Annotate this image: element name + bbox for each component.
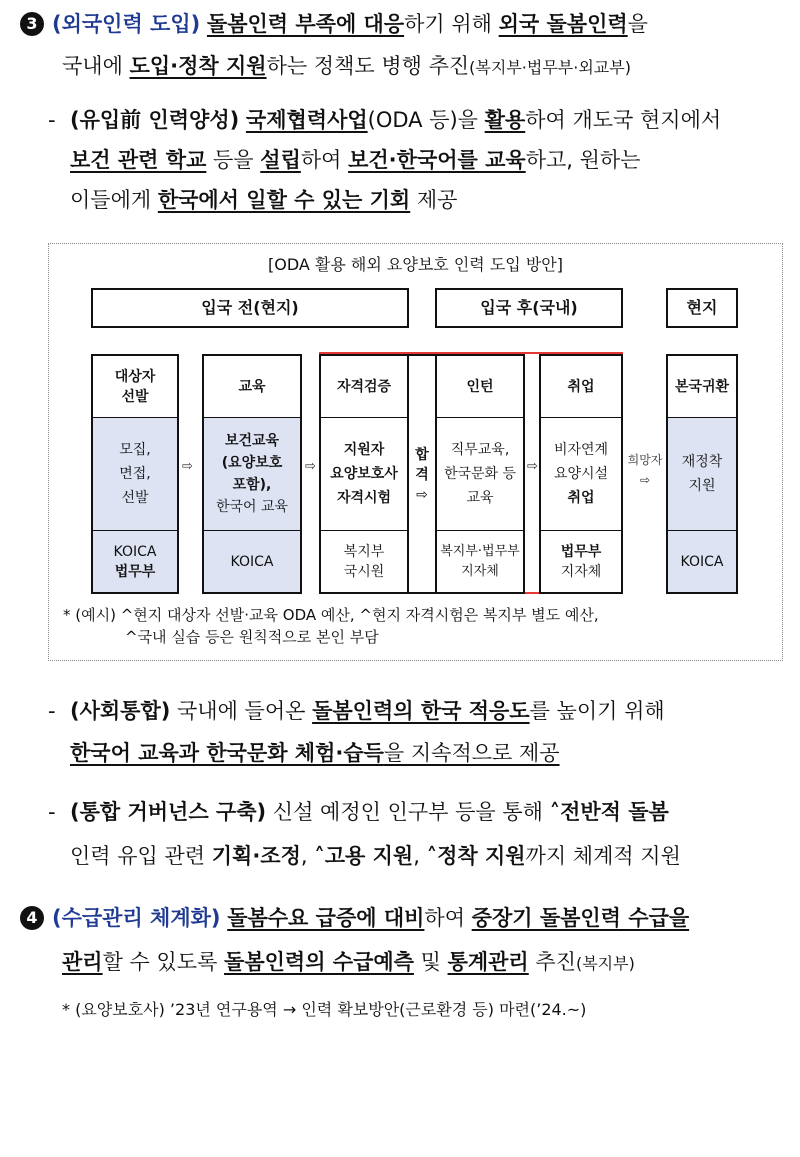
step-selection: 대상자 선발 모집, 면접, 선발 KOICA 법무부 — [91, 354, 179, 594]
arrow-right-icon: ⇨ — [416, 486, 428, 503]
pass-column: 합 격 ⇨ — [409, 354, 435, 594]
step-employment: 취업 비자연계 요양시설 취업 법무부 지자체 — [539, 354, 623, 594]
bullet-governance: - (통합 거버넌스 구축) 신설 예정인 인구부 등을 통해 ˄전반적 돌봄 인력 유입 관련 기획·조정, ˄고용 지원, ˄정착 지원까지 체계적 지원 — [48, 800, 681, 868]
section-3-marker: 3 — [20, 12, 44, 36]
bullet-social-integration: - (사회통합) 국내에 들어온 돌봄인력의 한국 적응도를 높이기 위해 한국어 교육과 한국문화 체험·습득을 지속적으로 제공 — [48, 699, 665, 765]
bullet-pre-entry: - (유입前 인력양성) 국제협력사업(ODA 등)을 활용하여 개도국 현지에서 보건 관련 학교 등을 설립하여 보건·한국어를 교육하고, 원하는 이들에게 한국에서 일할 수 있는 기회 제공 — [48, 108, 722, 212]
diagram-title: [ODA 활용 해외 요양보호 인력 도입 방안] — [268, 255, 563, 274]
oda-diagram — [48, 243, 783, 661]
step-return: 본국귀환 재정착 지원 KOICA — [666, 354, 738, 594]
phase-before-entry: 입국 전(현지) — [91, 288, 409, 328]
step-qualification: 자격검증 지원자 요양보호사 자격시험 복지부 국시원 — [319, 354, 409, 594]
arrow-right-icon: ⇨ — [305, 459, 316, 474]
section-4: 4 (수급관리 체계화) 돌봄수요 급증에 대비하여 중장기 돌봄인력 수급을 관리할 수 있도록 돌봄인력의 수급예측 및 통계관리 추진(복지부) — [20, 896, 790, 986]
step-education: 교육 보건교육 (요양보호 포함), 한국어 교육 KOICA — [202, 354, 302, 594]
phase-after-entry: 입국 후(국내) — [435, 288, 623, 328]
arrow-right-icon: ⇨ — [639, 473, 651, 487]
section-3-title: (외국인력 도입) — [52, 12, 201, 36]
diagram-note: * (예시) ^현지 대상자 선발·교육 ODA 예산, ^현지 자격시험은 복지부 별도 예산, ^국내 실습 등은 원칙적으로 본인 부담 — [63, 606, 599, 646]
section-4-note: * (요양보호사) ’23년 연구용역 → 인력 확보방안(근로환경 등) 마련(’24.~) — [62, 1000, 587, 1019]
hope-arrow: 희망자 ⇨ — [627, 453, 663, 487]
section-3-line-1: 3 (외국인력 도입) 돌봄인력 부족에 대응하기 위해 외국 돌봄인력을 — [20, 6, 790, 42]
phase-local: 현지 — [666, 288, 738, 328]
arrow-right-icon: ⇨ — [527, 459, 538, 474]
section-3-line-2: 국내에 도입·정착 지원하는 정책도 병행 추진(복지부·법무부·외교부) — [62, 54, 631, 78]
arrow-right-icon: ⇨ — [182, 459, 193, 474]
step-intern: 인턴 직무교육, 한국문화 등 교육 복지부·법무부 지자체 — [435, 354, 525, 594]
